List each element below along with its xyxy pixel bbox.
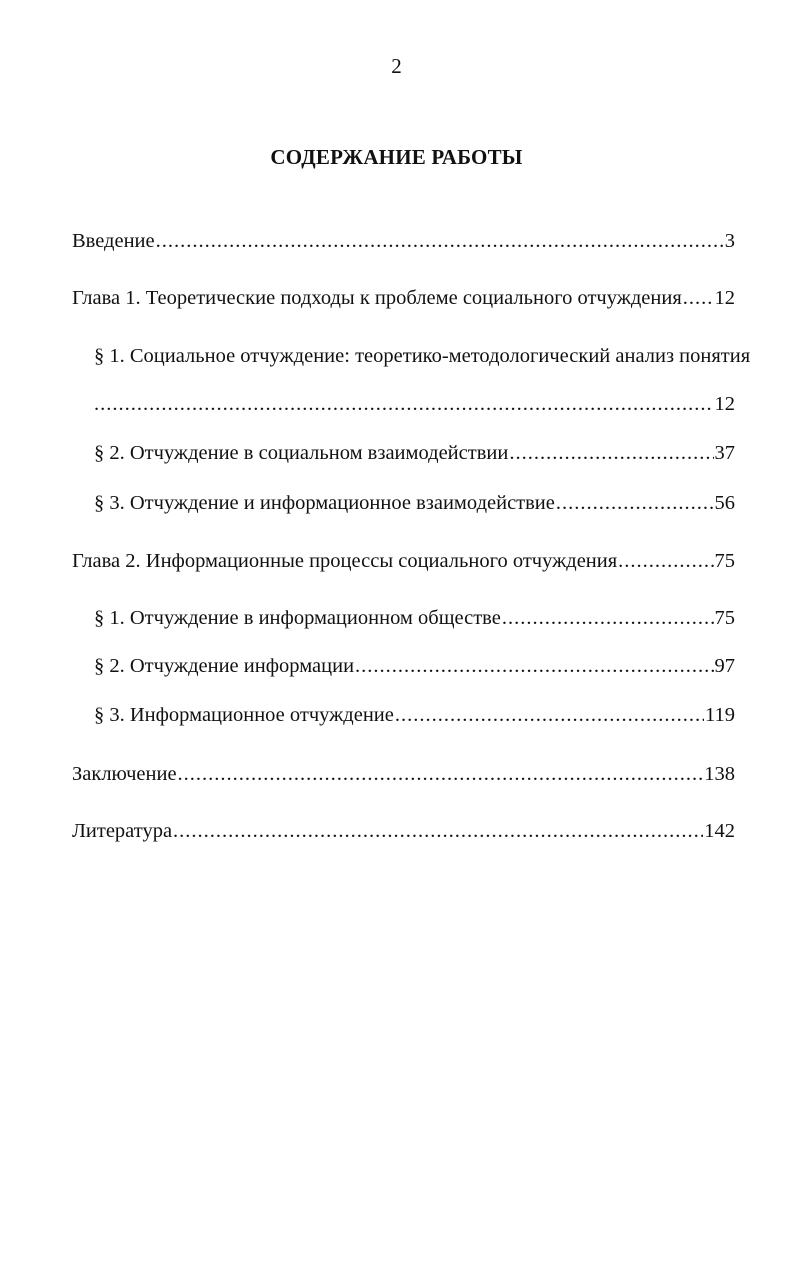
- toc-entry-introduction[interactable]: [72, 229, 735, 253]
- toc-page-number: 75: [714, 607, 735, 629]
- toc-entry-chapter-2-section-2[interactable]: [94, 654, 735, 678]
- toc-page-number: 142: [704, 820, 735, 842]
- toc-label: Глава 2. Информационные процессы социального отчуждения: [72, 550, 618, 572]
- toc-label: § 2. Отчуждение в социальном взаимодействии: [94, 442, 509, 464]
- toc-page-number: 37: [714, 442, 735, 464]
- dot-leader: [683, 286, 714, 310]
- toc-entry-conclusion[interactable]: [72, 762, 735, 786]
- toc-label: Введение: [72, 230, 155, 252]
- toc-page-number: 56: [714, 492, 735, 514]
- toc-page-number: 75: [714, 550, 735, 572]
- toc-page-number: 12: [714, 287, 735, 309]
- toc-label: § 2. Отчуждение информации: [94, 655, 355, 677]
- dot-leader: [156, 229, 724, 253]
- dot-leader: [94, 392, 714, 416]
- toc-entry-chapter-1[interactable]: [72, 286, 735, 310]
- dot-leader: [178, 762, 704, 786]
- toc-page-number: 97: [714, 655, 735, 677]
- toc-label: § 1. Отчуждение в информационном обществе: [94, 607, 501, 629]
- dot-leader: [618, 549, 713, 573]
- toc-page-number: 12: [714, 393, 735, 415]
- dot-leader: [509, 441, 713, 465]
- toc-label: Глава 1. Теоретические подходы к проблеме социального отчуждения: [72, 287, 682, 309]
- toc-entry-chapter-1-section-1[interactable]: [94, 392, 735, 416]
- toc-entry-chapter-2-section-1[interactable]: [94, 606, 735, 630]
- toc-entry-chapter-2-section-3[interactable]: [94, 703, 735, 727]
- dot-leader: [395, 703, 704, 727]
- toc-label: Литература: [72, 820, 173, 842]
- toc-label: Заключение: [72, 763, 177, 785]
- toc-entry-chapter-1-section-3[interactable]: [94, 491, 735, 515]
- page-title: СОДЕРЖАНИЕ РАБОТЫ: [270, 145, 523, 169]
- toc-label: § 3. Информационное отчуждение: [94, 704, 394, 726]
- toc-page-number: 119: [705, 704, 735, 726]
- toc-label: § 3. Отчуждение и информационное взаимодействие: [94, 492, 555, 514]
- toc-entry-literature[interactable]: [72, 819, 735, 843]
- page-number: 2: [391, 54, 402, 78]
- toc-entry-chapter-1-section-1-label[interactable]: § 1. Социальное отчуждение: теоретико-методологический анализ понятия: [94, 345, 751, 367]
- dot-leader: [502, 606, 714, 630]
- toc-entry-chapter-1-section-2[interactable]: [94, 441, 735, 465]
- toc-entry-chapter-2[interactable]: [72, 549, 735, 573]
- dot-leader: [173, 819, 703, 843]
- toc-page-number: 138: [704, 763, 735, 785]
- dot-leader: [556, 491, 714, 515]
- dot-leader: [355, 654, 713, 678]
- toc-page-number: 3: [724, 230, 735, 252]
